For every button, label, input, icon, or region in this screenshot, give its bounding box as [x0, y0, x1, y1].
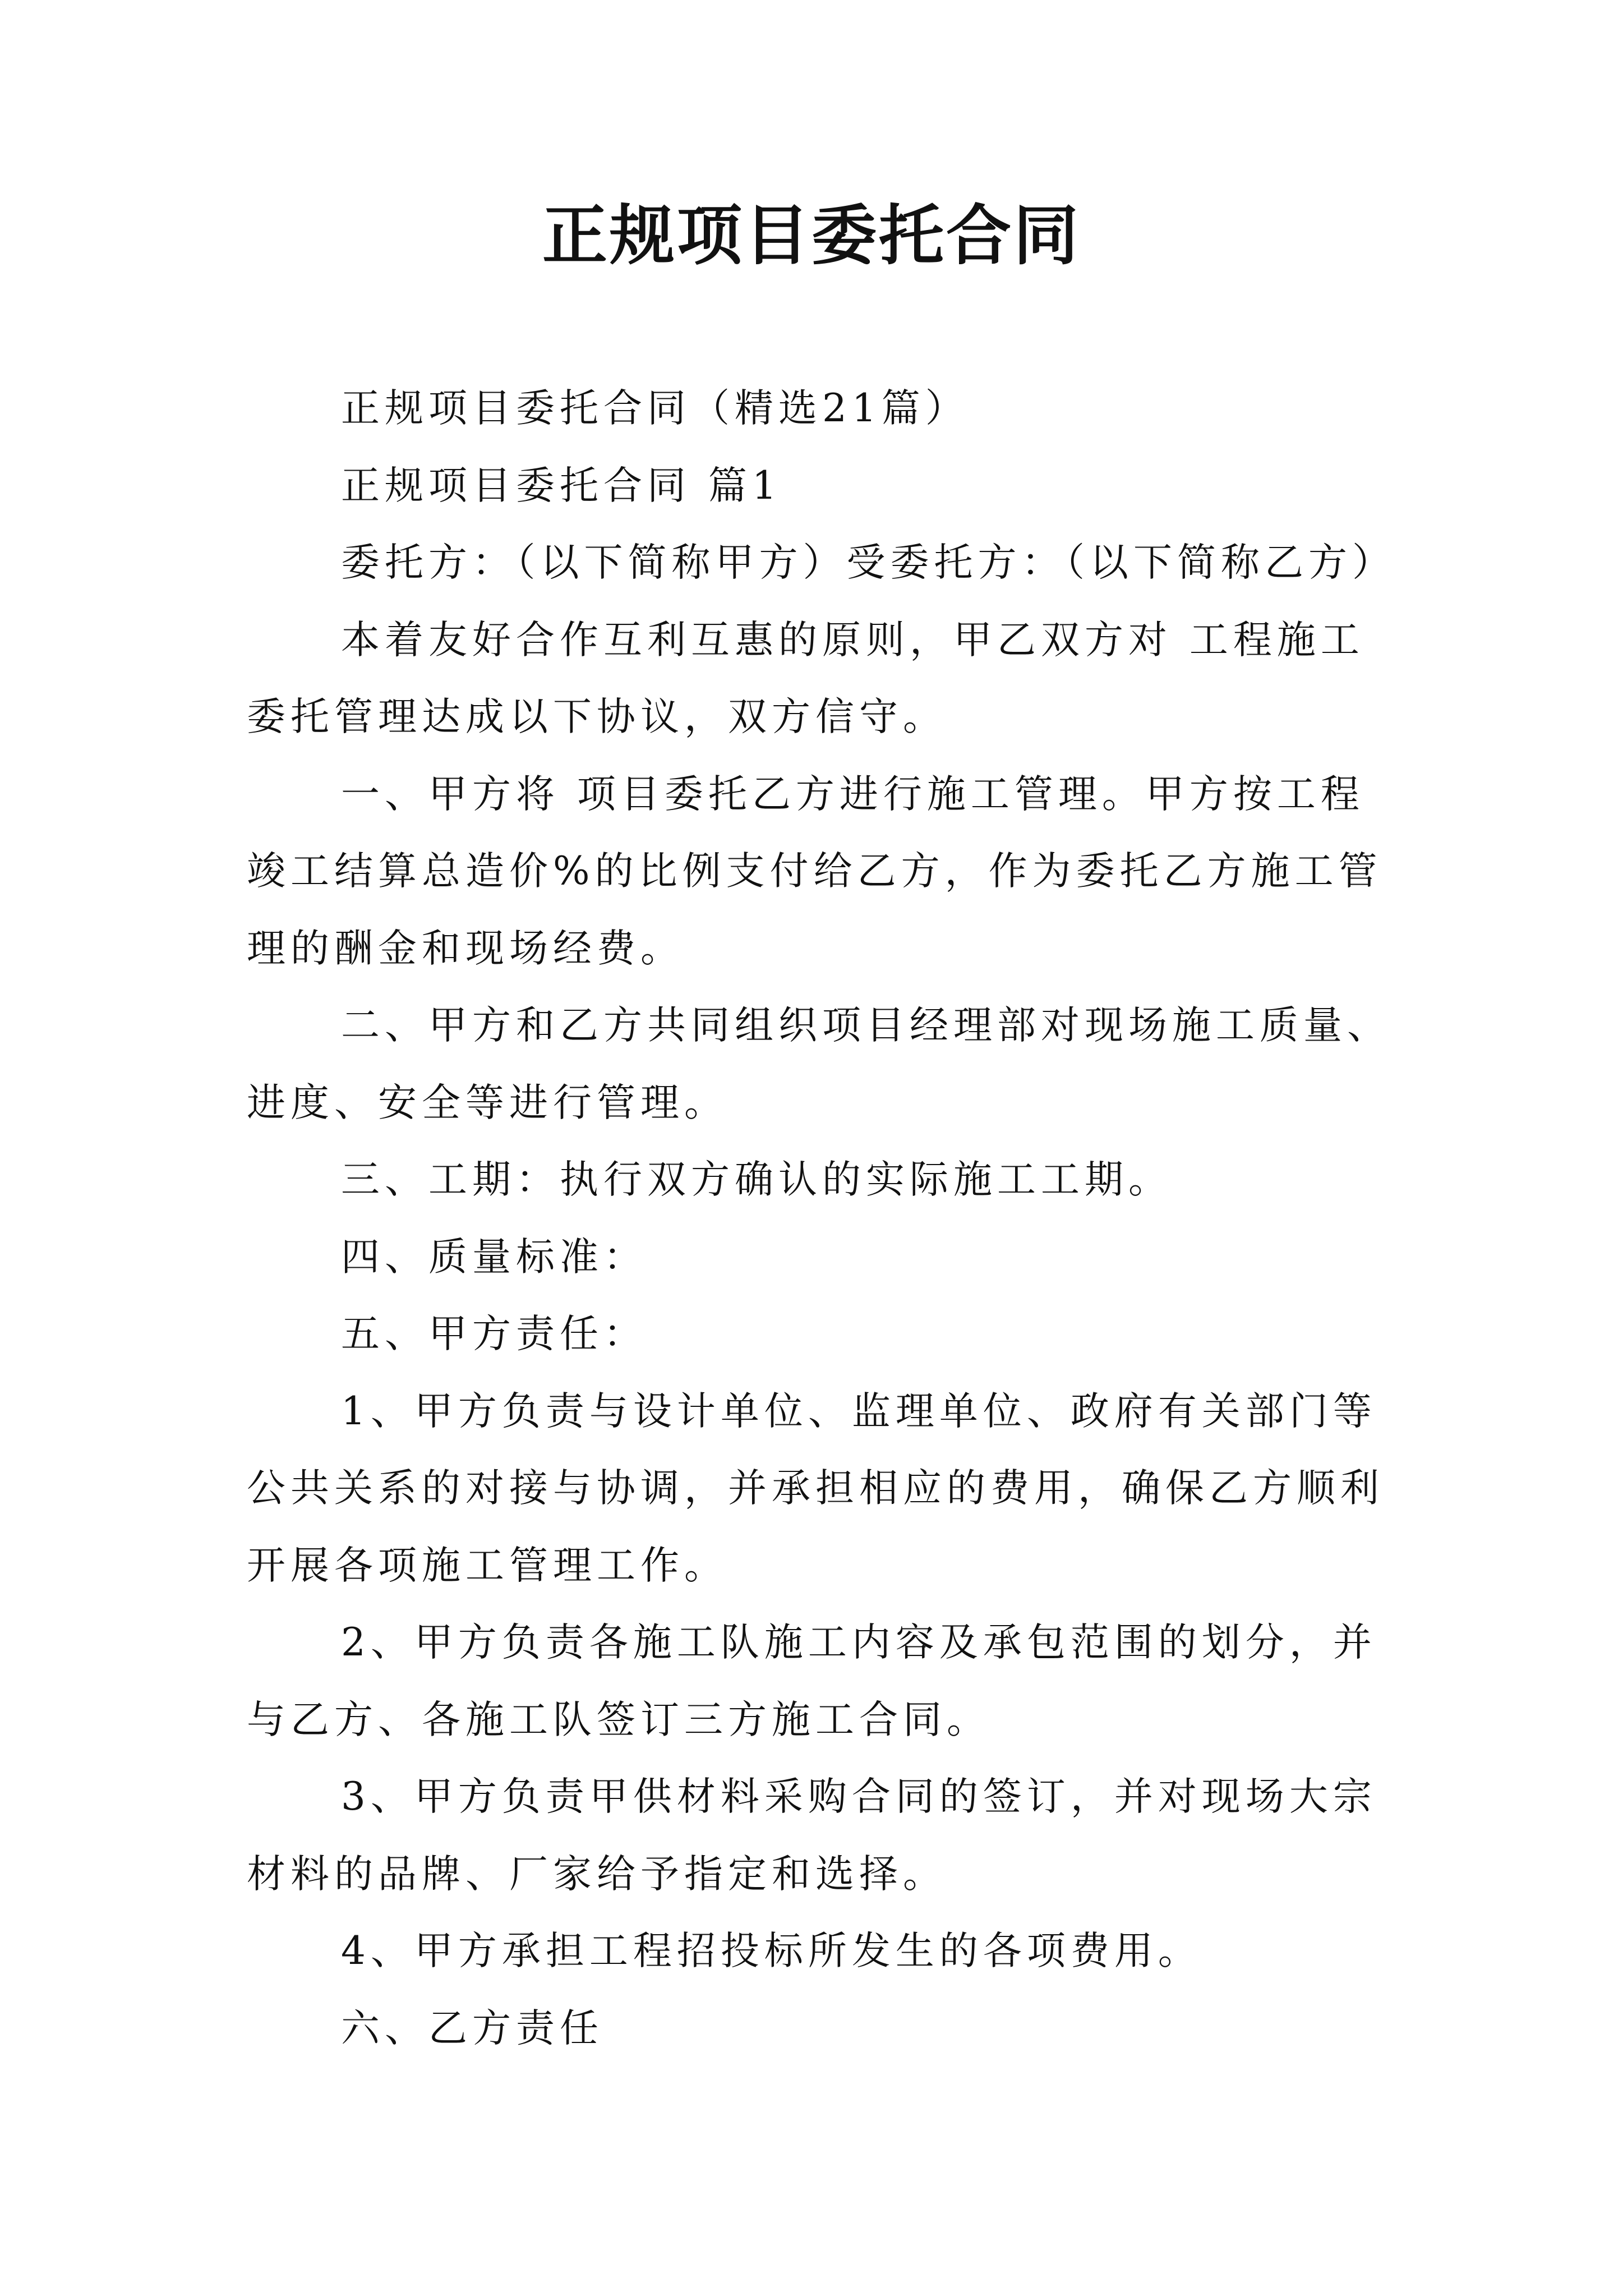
paragraph-clause-1: 一、甲方将 项目委托乙方进行施工管理。甲方按工程竣工结算总造价%的比例支付给乙方，作为委托乙方施工管理的酬金和现场经费。 [247, 771, 1382, 971]
document-body [247, 370, 1394, 2067]
paragraph-clause-5: 五、甲方责任： [341, 1312, 647, 1356]
paragraph-subtitle: 正规项目委托合同（精选21篇） [341, 386, 969, 431]
paragraph-clause-3: 三、工期：执行双方确认的实际施工工期。 [341, 1157, 1172, 1202]
paragraph-parties: 委托方：（以下简称甲方）受委托方：（以下简称乙方） [341, 540, 1396, 585]
paragraph-clause-6: 六、乙方责任 [341, 2005, 603, 2051]
document-title: 正规项目委托合同 [542, 197, 1081, 274]
paragraph-clause-2: 二、甲方和乙方共同组织项目经理部对现场施工质量、进度、安全等进行管理。 [247, 1003, 1391, 1125]
paragraph-item-3: 3、甲方负责甲供材料采购合同的签订，并对现场大宗材料的品牌、厂家给予指定和选择。 [247, 1774, 1377, 1897]
paragraph-item-4: 4、甲方承担工程招投标所发生的各项费用。 [341, 1929, 1202, 1973]
paragraph-item-2: 2、甲方负责各施工队施工内容及承包范围的划分，并与乙方、各施工队签订三方施工合同。 [247, 1620, 1377, 1742]
paragraph-clause-4: 四、质量标准： [341, 1234, 647, 1280]
paragraph-item-1: 1、甲方负责与设计单位、监理单位、政府有关部门等公共关系的对接与协调，并承担相应的费用，确保乙方顺利开展各项施工管理工作。 [247, 1388, 1384, 1588]
paragraph-preamble: 本着友好合作互利互惠的原则，甲乙双方对 工程施工委托管理达成以下协议，双方信守。 [247, 617, 1364, 739]
paragraph-section-heading: 正规项目委托合同 篇1 [341, 463, 782, 508]
